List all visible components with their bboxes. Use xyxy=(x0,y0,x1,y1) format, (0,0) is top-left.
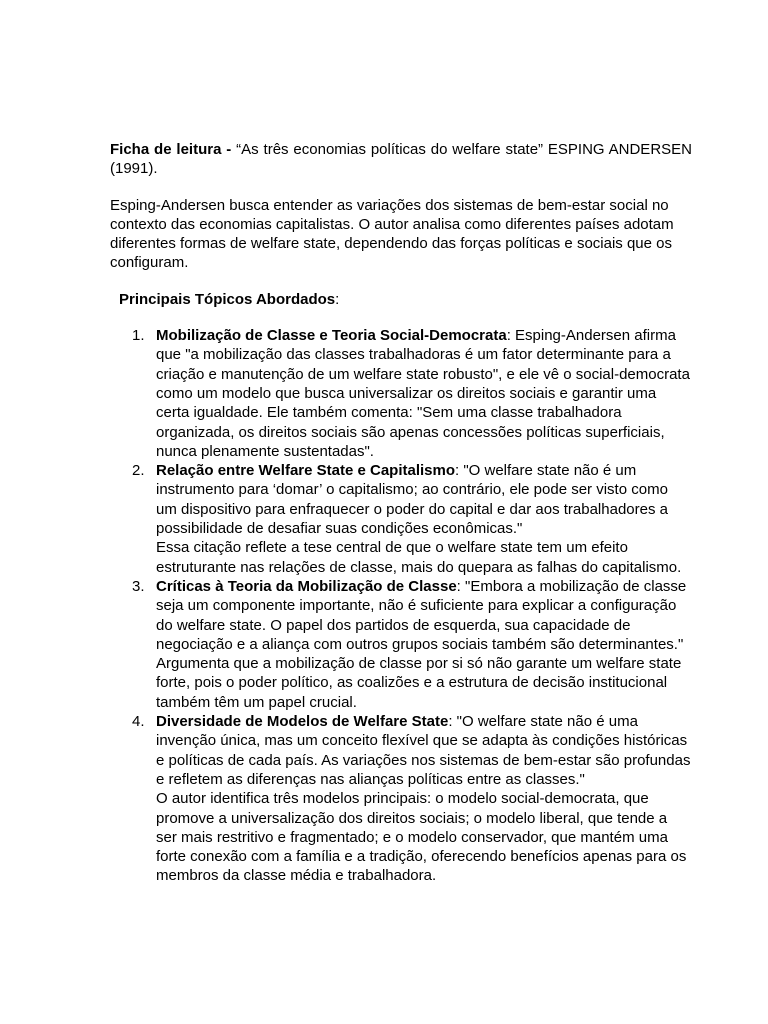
list-item-title: Mobilização de Classe e Teoria Social-Democrata xyxy=(156,327,507,345)
heading-label: Ficha de leitura - xyxy=(110,141,232,158)
document-heading xyxy=(110,140,692,179)
list-item-title: Relação entre Welfare State e Capitalismo xyxy=(156,462,456,480)
list-item-number: 3. xyxy=(132,577,145,595)
list-item-title: Diversidade de Modelos de Welfare State xyxy=(156,713,449,731)
list-item-text xyxy=(156,326,692,461)
topics-subheading-label: Principais Tópicos Abordados xyxy=(119,290,336,308)
list-item-text xyxy=(156,577,692,654)
list-item-text xyxy=(156,712,692,789)
list-item-body: : "O welfare state não é uma invenção única, mas um conceito flexível que se adapta às condições históricas e políticas de cada país. As variações nos sistemas de bem-estar são profundas e refletem as diferenças nas alianças políticas entre as classes." xyxy=(156,713,691,788)
document-body xyxy=(110,140,692,886)
list-item-text xyxy=(156,461,692,538)
heading-title: “As três economias políticas do welfare state” ESPING ANDERSEN (1991). xyxy=(110,141,692,178)
list-item-commentary: Argumenta que a mobilização de classe por si só não garante um welfare state forte, pois o poder político, as coalizões e a estrutura de decisão institucional também têm um papel crucial. xyxy=(156,655,682,711)
topics-subheading xyxy=(119,290,692,309)
topics-subheading-colon: : xyxy=(335,290,340,308)
list-item-number: 1. xyxy=(132,327,145,345)
intro-paragraph: Esping-Andersen busca entender as variações dos sistemas de bem-estar social no contexto das economias capitalistas. O autor analisa como diferentes países adotam diferentes formas de welfare state, dependendo das forças políticas e sociais que os configuram. xyxy=(110,196,674,272)
list-item-number: 4. xyxy=(132,713,145,731)
list-item-number: 2. xyxy=(132,462,145,480)
list-item xyxy=(110,461,692,577)
list-item xyxy=(110,326,692,461)
list-item-commentary: Essa citação reflete a tese central de que o welfare state tem um efeito estruturante nas relações de classe, mais do quepara as falhas do capitalismo. xyxy=(156,539,682,576)
list-item-body: : Esping-Andersen afirma que "a mobilização das classes trabalhadoras é um fator determinante para a criação e manutenção de um welfare state robusto", e ele vê o social-democrata como um modelo que busca universalizar os direitos sociais e garantir uma certa igualdade. Ele também comenta: "Sem uma classe trabalhadora organizada, os direitos sociais são apenas concessões políticas superficiais, nunca plenamente sustentadas". xyxy=(156,327,690,460)
list-item xyxy=(110,577,692,712)
list-item-body: : "Embora a mobilização de classe seja um componente importante, não é suficiente para explicar a configuração do welfare state. O papel dos partidos de esquerda, sua capacidade de negociação e a aliança com outros grupos sociais também são determinantes." xyxy=(156,577,687,653)
topics-list xyxy=(110,326,692,886)
list-item-commentary: O autor identifica três modelos principais: o modelo social-democrata, que promove a universalização dos direitos sociais; o modelo liberal, que tende a ser mais restritivo e fragmentado; e o modelo conservador, que mantém uma forte conexão com a família e a tradição, oferecendo benefícios apenas para os membros da classe média e trabalhadora. xyxy=(156,790,687,885)
list-item-body: : "O welfare state não é um instrumento para ‘domar’ o capitalismo; ao contrário, ele pode ser visto como um dispositivo para enfraquecer o poder do capital e dar aos trabalhadores a possibilidade de desafiar suas condições econômicas." xyxy=(156,462,668,538)
list-item xyxy=(110,712,692,886)
list-item-title: Críticas à Teoria da Mobilização de Classe xyxy=(156,577,457,595)
